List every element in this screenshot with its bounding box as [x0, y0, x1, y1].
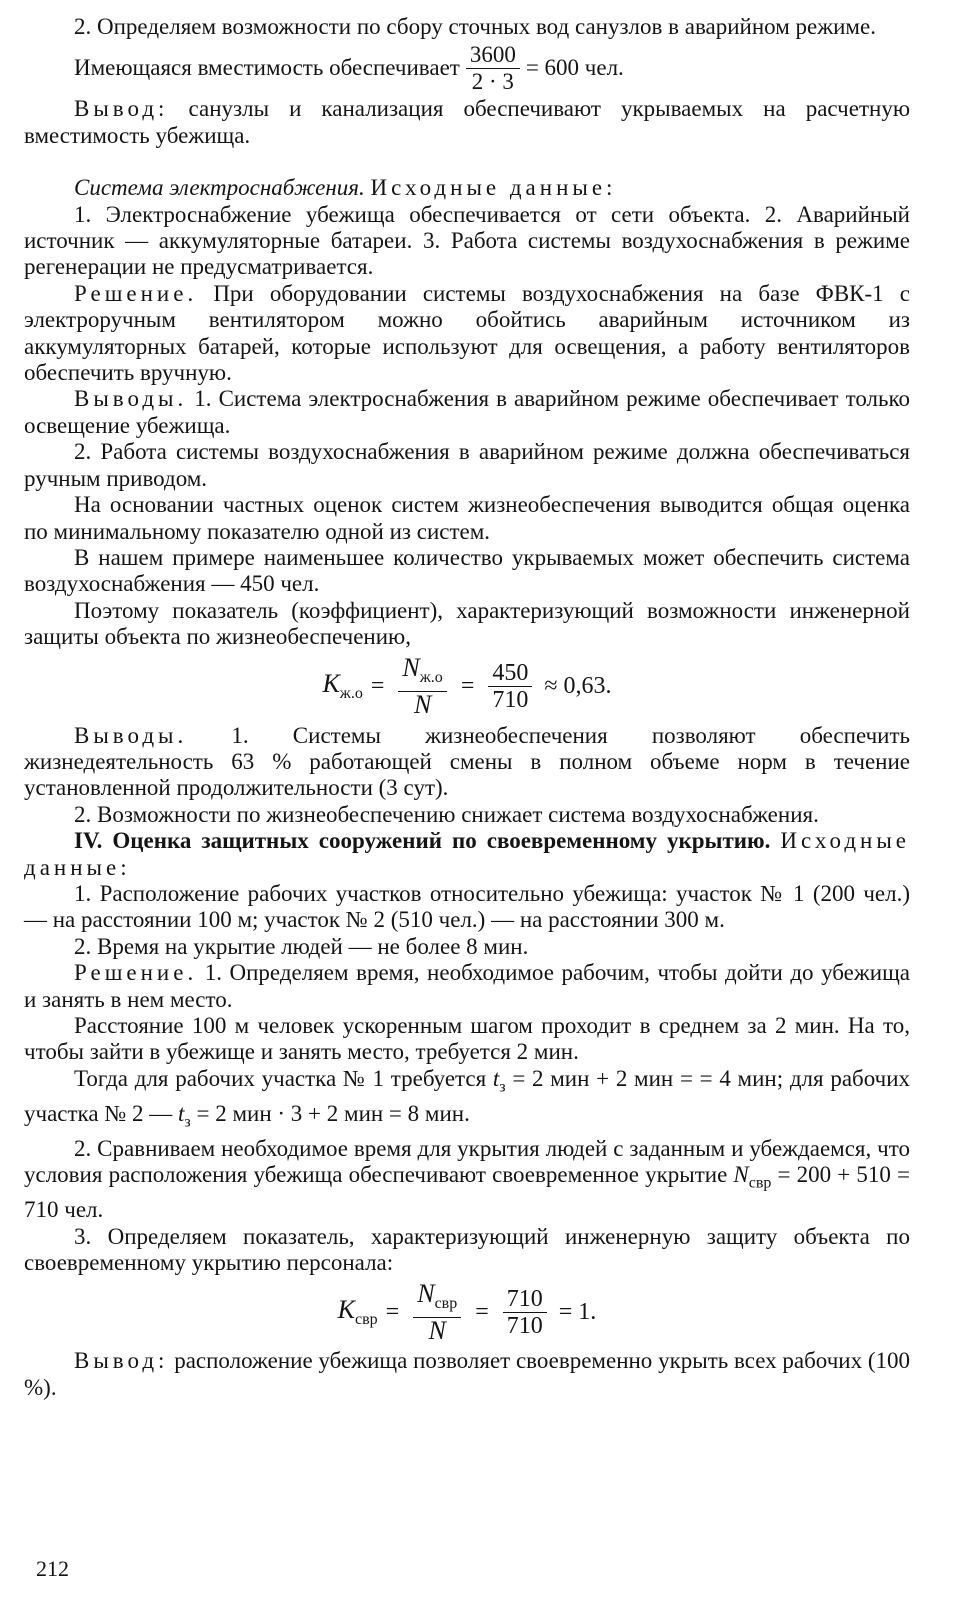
fraction-numerator: $N_{свр}$	[413, 1281, 461, 1318]
input-data-lead: Исходные данные:	[370, 175, 617, 201]
life-support-formula	[24, 651, 910, 723]
example-paragraph: В нашем примере наименьшее количество укрываемых может обеспечить система воздухоснабжения — 450 чел.	[24, 544, 910, 597]
capacity-formula-line	[24, 40, 910, 96]
timely-shelter-formula	[24, 1276, 910, 1348]
shelter-input-data-1: 1. Расположение рабочих участков относительно убежища: участок № 1 (200 чел.) — на расстоянии 100 м; участок № 2 (510 чел.) — на расстоянии 300 м.	[24, 880, 910, 933]
life-support-conclusion-2: 2. Возможности по жизнеобеспечению снижает система воздухоснабжения.	[74, 801, 819, 827]
solution-lead: Решение.	[74, 280, 198, 306]
fraction-numerator: 710	[503, 1286, 547, 1313]
shelter-solution-3: 3. Определяем показатель, характеризующий инженерную защиту объекта по своевременному укрытию персонала:	[24, 1223, 910, 1276]
capacity-fraction	[466, 42, 520, 95]
t-symbol: $t_з$	[178, 1100, 191, 1131]
capacity-denominator: 2 · 3	[471, 68, 514, 94]
conclusion-1-text: 1. Система электроснабжения в аварийном режиме обеспечивает только освещение убежища.	[24, 386, 910, 438]
conclusion-lead: Вывод:	[74, 1348, 169, 1374]
hence-paragraph: Поэтому показатель (коэффициент), характеризующий возможности инженерной защиты объекта по жизнеобеспечению,	[24, 597, 910, 650]
formula-result: = 1.	[558, 1298, 597, 1325]
conclusions-lead: Выводы.	[74, 386, 188, 412]
capacity-text: Имеющаяся вместимость обеспечивает	[74, 55, 460, 81]
capacity-numerator: 3600	[466, 42, 520, 69]
conclusions-lead: Выводы.	[74, 722, 188, 748]
equals-sign: =	[460, 673, 475, 700]
solution-1-text: 1. Определяем время, необходимое рабочим, чтобы дойти до убежища и занять в нем место.	[24, 960, 910, 1012]
capacity-result: = 600 чел.	[525, 55, 624, 81]
equals-sign: =	[370, 673, 385, 700]
fraction-numerator: $N_{ж.о}$	[398, 655, 446, 692]
shelter-solution-2: 2. Сравниваем необходимое время для укрытия людей с заданным и убеждаемся, что условия расположения убежища обеспечивают своевременное укрытие $N_{свр} = 200 + 510 = 710$ чел.	[24, 1135, 910, 1223]
input-data-lead: Исходные данные:	[24, 828, 910, 880]
solution-lead: Решение.	[74, 960, 198, 986]
power-conclusion-2: 2. Работа системы воздухоснабжения в аварийном режиме должна обеспечиваться ручным приводом.	[24, 439, 910, 491]
equals-sign: =	[475, 1298, 489, 1325]
numeric-fraction	[488, 660, 532, 713]
numeric-fraction	[503, 1286, 547, 1339]
k-symbol: $K_{свр}$	[337, 1295, 378, 1329]
basis-paragraph: На основании частных оценок систем жизнеобеспечения выводится общая оценка по минимальному показателю одной из систем.	[24, 492, 910, 544]
power-input-data: 1. Электроснабжение убежища обеспечивается от сети объекта. 2. Аварийный источник — аккумуляторные батареи. 3. Работа системы воздухоснабжения в режиме регенерации не предусматривается.	[24, 201, 910, 280]
conclusion-1-text: 1. Системы жизнеобеспечения позволяют обеспечить жизнедеятельность 63 % работающей смены в полном объеме норм в течение установленной продолжительности (3 сут).	[24, 722, 910, 801]
sanitary-conclusion	[24, 96, 910, 149]
n-symbol: $N_{свр}$	[733, 1162, 772, 1192]
life-support-conclusion-1	[24, 723, 910, 802]
power-section-title: Система электроснабжения.	[74, 175, 365, 201]
conclusion-lead: Вывод:	[74, 96, 169, 122]
shelter-solution-1	[24, 960, 910, 1013]
shelter-section-heading-line	[24, 828, 910, 881]
power-conclusion-1	[24, 386, 910, 439]
final-conclusion	[24, 1348, 910, 1401]
page-number: 212	[36, 1556, 69, 1581]
section-gap	[24, 149, 910, 175]
shelter-section-heading: IV. Оценка защитных сооружений по своевременному укрытию.	[74, 828, 771, 854]
power-section-title-line	[24, 175, 910, 201]
fraction-numerator: 450	[488, 660, 532, 687]
conclusion-text: расположение убежища позволяет своевременно укрыть всех рабочих (100 %).	[24, 1348, 910, 1400]
fraction-denominator: N	[413, 690, 432, 720]
symbolic-fraction	[398, 652, 446, 720]
power-solution	[24, 281, 910, 387]
conclusion-text: санузлы и канализация обеспечивают укрываемых на расчетную вместимость убежища.	[24, 96, 910, 148]
distance-paragraph: Расстояние 100 м человек ускоренным шагом проходит в среднем за 2 мин. На то, чтобы зайти в убежище и занять место, требуется 2 мин.	[24, 1013, 910, 1065]
fraction-denominator: N	[428, 1316, 446, 1346]
shelter-input-data-2: 2. Время на укрытие людей — не более 8 мин.	[74, 933, 529, 959]
step2-paragraph: 2. Определяем возможности по сбору сточных вод санузлов в аварийном режиме.	[74, 14, 876, 39]
symbolic-fraction	[413, 1278, 461, 1346]
k-symbol: $K_{ж.о}$	[322, 669, 363, 703]
fraction-denominator: 710	[506, 1312, 543, 1339]
equals-sign: =	[385, 1298, 400, 1325]
fraction-denominator: 710	[492, 687, 529, 714]
time-calc-paragraph: Тогда для рабочих участка № 1 требуется $t_з = 2$ мин + 2 мин = = 4 мин; для рабочих участка № 2 — $t_з = 2$ мин · 3 + 2 мин = 8 мин.	[24, 1065, 911, 1131]
t-symbol: $t_з$	[492, 1065, 506, 1096]
formula-result: ≈ 0,63.	[544, 673, 612, 700]
solution-text: При оборудовании системы воздухоснабжения на базе ФВК-1 с электроручным вентилятором можно обойтись аварийным источником из аккумуляторных батарей, которые используют для освещения, а работу вентиляторов обеспечить вручную.	[24, 280, 910, 386]
